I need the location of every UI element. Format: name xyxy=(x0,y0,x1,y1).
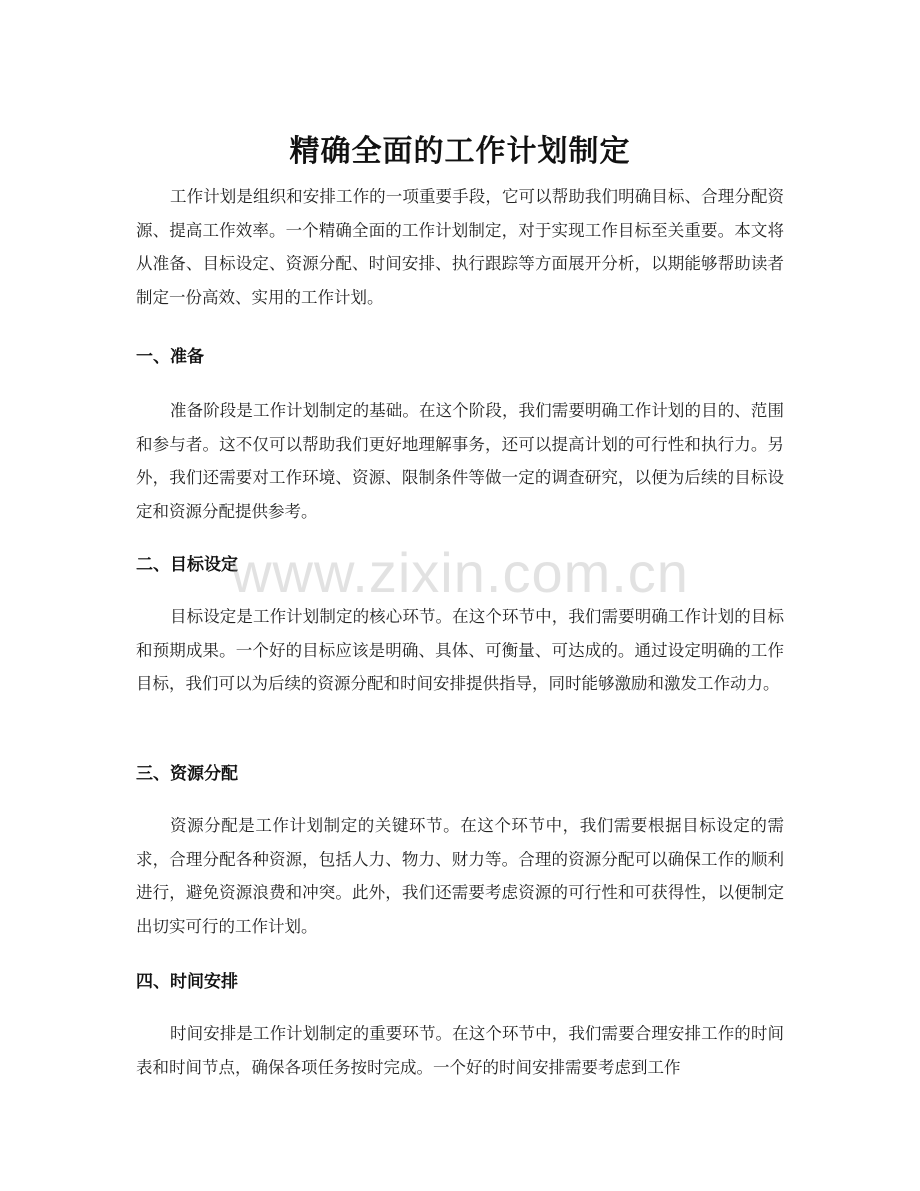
section-body-time-scheduling: 时间安排是工作计划制定的重要环节。在这个环节中，我们需要合理安排工作的时间表和时间节点，确保各项任务按时完成。一个好的时间安排需要考虑到工作 xyxy=(136,1024,784,1077)
section-heading-time-scheduling: 四、时间安排 xyxy=(136,972,238,992)
section-heading-preparation: 一、准备 xyxy=(136,347,204,367)
intro-paragraph: 工作计划是组织和安排工作的一项重要手段，它可以帮助我们明确目标、合理分配资源、提高工作效率。一个精确全面的工作计划制定，对于实现工作目标至关重要。本文将从准备、目标设定、资源分配、时间安排、执行跟踪等方面展开分析，以期能够帮助读者制定一份高效、实用的工作计划。 xyxy=(136,187,784,307)
page-title: 精确全面的工作计划制定 xyxy=(289,134,631,170)
section-heading-goal-setting: 二、目标设定 xyxy=(136,555,238,575)
section-body-resource-allocation: 资源分配是工作计划制定的关键环节。在这个环节中，我们需要根据目标设定的需求，合理分配各种资源，包括人力、物力、财力等。合理的资源分配可以确保工作的顺利进行，避免资源浪费和冲突。此外，我们还需要考虑资源的可行性和可获得性，以便制定出切实可行的工作计划。 xyxy=(136,816,784,936)
section-body-goal-setting: 目标设定是工作计划制定的核心环节。在这个环节中，我们需要明确工作计划的目标和预期成果。一个好的目标应该是明确、具体、可衡量、可达成的。通过设定明确的工作目标，我们可以为后续的资源分配和时间安排提供指导，同时能够激励和激发工作动力。 xyxy=(136,607,784,693)
watermark: www.zixin.com.cn xyxy=(231,541,689,604)
section-heading-resource-allocation: 三、资源分配 xyxy=(136,764,238,784)
section-body-preparation: 准备阶段是工作计划制定的基础。在这个阶段，我们需要明确工作计划的目的、范围和参与者。这不仅可以帮助我们更好地理解事务，还可以提高计划的可行性和执行力。另外，我们还需要对工作环境、资源、限制条件等做一定的调查研究，以便为后续的目标设定和资源分配提供参考。 xyxy=(136,401,784,521)
